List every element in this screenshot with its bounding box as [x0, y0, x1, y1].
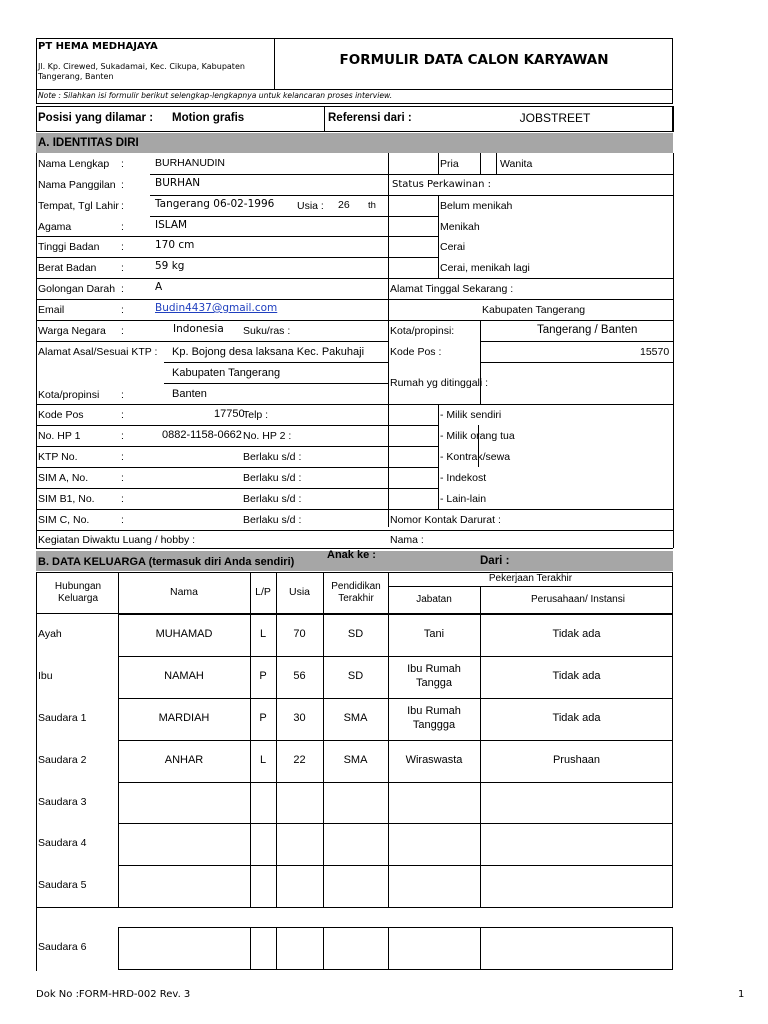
company-name: PT HEMA MEDHAJAYA [38, 41, 158, 52]
header-hubungan: Hubungan Keluarga [54, 580, 102, 604]
family-usia[interactable] [278, 865, 321, 907]
label-nama-panggilan: Nama Panggilan [38, 179, 116, 191]
value-alamat-asal-1[interactable]: Kp. Bojong desa laksana Kec. Pakuhaji [172, 346, 365, 358]
value-nama-panggilan[interactable]: BURHAN [155, 177, 201, 189]
family-nama[interactable]: NAMAH [164, 670, 204, 683]
colon: : [121, 262, 124, 274]
colon: : [121, 514, 124, 526]
family-perusahaan[interactable]: Prushaan [552, 754, 601, 767]
family-usia[interactable] [278, 823, 321, 865]
family-pend[interactable] [325, 782, 386, 823]
family-nama[interactable] [120, 823, 248, 865]
family-nama[interactable]: MUHAMAD [155, 628, 213, 641]
value-warga[interactable]: Indonesia [173, 323, 224, 335]
rumah-option[interactable]: - Lain-lain [440, 493, 487, 505]
colon: : [121, 430, 124, 442]
rumah-option[interactable]: - Milik sendiri [440, 409, 502, 421]
section-a-title: A. IDENTITAS DIRI [38, 137, 139, 149]
family-usia[interactable]: 30 [293, 712, 306, 725]
colon: : [121, 200, 124, 212]
value-hp1[interactable]: 0882-1158-0662 [162, 429, 242, 441]
company-address: Jl. Kp. Cirewed, Sukadamai, Kec. Cikupa, Kabupaten Tangerang, Banten [38, 62, 245, 82]
colon: : [121, 283, 124, 295]
family-perusahaan[interactable] [482, 927, 671, 969]
family-pend[interactable]: SMA [343, 754, 368, 767]
label-alamat-tinggal: Alamat Tinggal Sekarang : [390, 283, 514, 295]
label-agama: Agama [38, 221, 72, 233]
family-relation: Saudara 3 [38, 796, 87, 808]
label-warga: Warga Negara [38, 325, 106, 337]
family-relation: Saudara 5 [38, 879, 87, 891]
colon: : [121, 304, 124, 316]
family-jabatan[interactable]: Tani [423, 628, 445, 641]
label-sim-b1: SIM B1, No. [38, 493, 95, 505]
section-b-title: B. DATA KELUARGA (termasuk diri Anda sendiri) [38, 556, 295, 568]
family-pend[interactable]: SD [347, 628, 364, 641]
label-hobby: Kegiatan Diwaktu Luang / hobby : [38, 534, 196, 546]
colon: : [121, 325, 124, 337]
header-jabatan: Jabatan [416, 594, 452, 606]
status-option[interactable]: Cerai, menikah lagi [440, 262, 530, 274]
family-perusahaan[interactable]: Tidak ada [552, 712, 601, 725]
label-nama-lengkap: Nama Lengkap [38, 158, 110, 170]
family-perusahaan[interactable]: Tidak ada [552, 670, 601, 683]
position-value[interactable]: Motion grafis [172, 112, 245, 124]
referensi-value[interactable]: JOBSTREET [519, 111, 591, 125]
family-usia[interactable]: 56 [293, 670, 306, 683]
value-alamat-asal-2[interactable]: Kabupaten Tangerang [172, 367, 281, 379]
form-title: FORMULIR DATA CALON KARYAWAN [339, 52, 609, 68]
family-lp[interactable]: L [259, 628, 267, 641]
label-usia: Usia : [297, 200, 324, 212]
label-telp: Telp : [243, 409, 269, 421]
value-gol-darah[interactable]: A [155, 281, 163, 293]
label-ttl: Tempat, Tgl Lahir [38, 200, 119, 212]
note-text: Note : Silahkan isi formulir berikut selengkap-lengkapnya untuk kelancaran proses interview. [38, 91, 393, 100]
label-dari: Dari : [480, 555, 510, 567]
label-status-perkawinan: Status Perkawinan : [392, 179, 492, 190]
label-gol-darah: Golongan Darah [38, 283, 116, 295]
family-usia[interactable]: 70 [293, 628, 306, 641]
rumah-option[interactable]: - Milik orang tua [440, 430, 515, 442]
colon: : [121, 389, 124, 401]
family-nama[interactable] [120, 865, 248, 907]
label-kota: Kota/propinsi [38, 389, 100, 401]
colon: : [121, 241, 124, 253]
usia-unit: th [368, 200, 376, 211]
family-perusahaan[interactable]: Tidak ada [552, 628, 601, 641]
label-berlaku: Berlaku s/d : [243, 472, 302, 484]
colon: : [121, 221, 124, 233]
family-nama[interactable] [120, 782, 248, 823]
label-rumah: Rumah yg ditinggali : [390, 377, 489, 389]
family-lp[interactable]: L [259, 754, 267, 767]
label-suku: Suku/ras : [243, 325, 291, 337]
family-pend[interactable] [325, 823, 386, 865]
family-relation: Saudara 4 [38, 837, 87, 849]
family-jabatan[interactable]: Wiraswasta [405, 754, 463, 767]
label-berlaku: Berlaku s/d : [243, 493, 302, 505]
family-usia[interactable]: 22 [293, 754, 306, 767]
value-ttl[interactable]: Tangerang 06-02-1996 [155, 198, 275, 210]
option-wanita[interactable]: Wanita [500, 158, 533, 170]
label-nama-darurat: Nama : [390, 534, 424, 546]
family-pend[interactable]: SMA [343, 712, 368, 725]
label-hp1: No. HP 1 [38, 430, 81, 442]
label-berlaku: Berlaku s/d : [243, 451, 302, 463]
label-kodepos-tinggal: Kode Pos : [390, 346, 442, 358]
label-ktp: KTP No. [38, 451, 78, 463]
colon: : [121, 472, 124, 484]
family-relation: Saudara 1 [38, 712, 87, 724]
option-pria[interactable]: Pria [440, 158, 459, 170]
header-nama: Nama [169, 586, 198, 599]
header-pendidikan: Pendidikan Terakhir [331, 580, 381, 604]
rumah-option[interactable]: - Kontrak/sewa [440, 451, 511, 463]
page-number: 1 [738, 989, 745, 1000]
family-lp[interactable]: P [259, 670, 267, 683]
family-pend[interactable]: SD [347, 670, 364, 683]
family-relation: Ibu [38, 670, 53, 682]
label-sim-c: SIM C, No. [38, 514, 90, 526]
value-nama-lengkap[interactable]: BURHANUDIN [155, 157, 226, 169]
label-sim-a: SIM A, No. [38, 472, 89, 484]
family-perusahaan[interactable] [482, 782, 671, 823]
value-alamat-tinggal[interactable]: Kabupaten Tangerang [482, 304, 586, 316]
colon: : [121, 451, 124, 463]
label-kontak-darurat: Nomor Kontak Darurat : [390, 514, 501, 526]
family-lp[interactable]: P [259, 712, 267, 725]
value-kodepos-tinggal[interactable]: 15570 [640, 346, 670, 358]
colon: : [121, 409, 124, 421]
family-usia[interactable] [278, 782, 321, 823]
header-pekerjaan: Pekerjaan Terakhir [488, 572, 573, 584]
value-agama[interactable]: ISLAM [155, 219, 188, 231]
family-relation: Saudara 6 [38, 941, 87, 953]
rumah-option[interactable]: - Indekost [440, 472, 487, 484]
header-perusahaan: Perusahaan/ Instansi [531, 594, 625, 606]
position-label: Posisi yang dilamar : [38, 112, 154, 124]
family-jabatan[interactable] [400, 782, 468, 823]
family-nama[interactable] [120, 927, 248, 969]
status-option[interactable]: Menikah [440, 221, 480, 233]
value-tinggi[interactable]: 170 cm [155, 239, 195, 251]
value-usia[interactable]: 26 [338, 199, 350, 211]
family-jabatan[interactable]: Ibu Rumah Tanggga [407, 705, 461, 731]
value-kota-tinggal[interactable]: Tangerang / Banten [537, 324, 638, 336]
value-berat[interactable]: 59 kg [155, 260, 185, 272]
family-pend[interactable] [325, 927, 386, 969]
family-lp[interactable] [252, 823, 274, 865]
family-nama[interactable]: ANHAR [164, 754, 204, 767]
label-anak-ke: Anak ke : [327, 549, 376, 561]
header-usia: Usia [288, 586, 310, 599]
family-usia[interactable] [278, 927, 321, 969]
colon: : [121, 179, 124, 191]
family-jabatan[interactable] [400, 865, 468, 907]
label-email: Email [38, 304, 65, 316]
header-lp: L/P [255, 586, 271, 599]
label-kode-pos: Kode Pos [38, 409, 84, 421]
family-nama[interactable]: MARDIAH [158, 712, 210, 725]
family-relation: Saudara 2 [38, 754, 87, 766]
value-email[interactable]: Budin4437@gmail.com [155, 302, 278, 314]
family-jabatan[interactable] [400, 927, 468, 969]
family-perusahaan[interactable] [482, 865, 671, 907]
family-lp[interactable] [252, 927, 274, 969]
label-hp2: No. HP 2 : [243, 430, 292, 442]
family-relation: Ayah [38, 628, 62, 640]
family-jabatan[interactable] [400, 823, 468, 865]
colon: : [121, 493, 124, 505]
status-option[interactable]: Cerai [440, 241, 466, 253]
referensi-label: Referensi dari : [328, 112, 412, 124]
family-jabatan[interactable]: Ibu Rumah Tangga [407, 663, 461, 689]
status-option[interactable]: Belum menikah [440, 200, 513, 212]
label-alamat-asal: Alamat Asal/Sesuai KTP : [38, 346, 158, 358]
family-lp[interactable] [252, 865, 274, 907]
family-lp[interactable] [252, 782, 274, 823]
value-kota[interactable]: Banten [172, 388, 207, 400]
value-kode-pos[interactable]: 17750 [214, 408, 245, 420]
colon: : [121, 158, 124, 170]
family-perusahaan[interactable] [482, 823, 671, 865]
label-tinggi: Tinggi Badan [38, 241, 100, 253]
label-berat: Berat Badan [38, 262, 97, 274]
label-kota-tinggal: Kota/propinsi: [390, 325, 455, 337]
label-berlaku: Berlaku s/d : [243, 514, 302, 526]
family-pend[interactable] [325, 865, 386, 907]
doc-number: Dok No :FORM-HRD-002 Rev. 3 [36, 989, 191, 1000]
